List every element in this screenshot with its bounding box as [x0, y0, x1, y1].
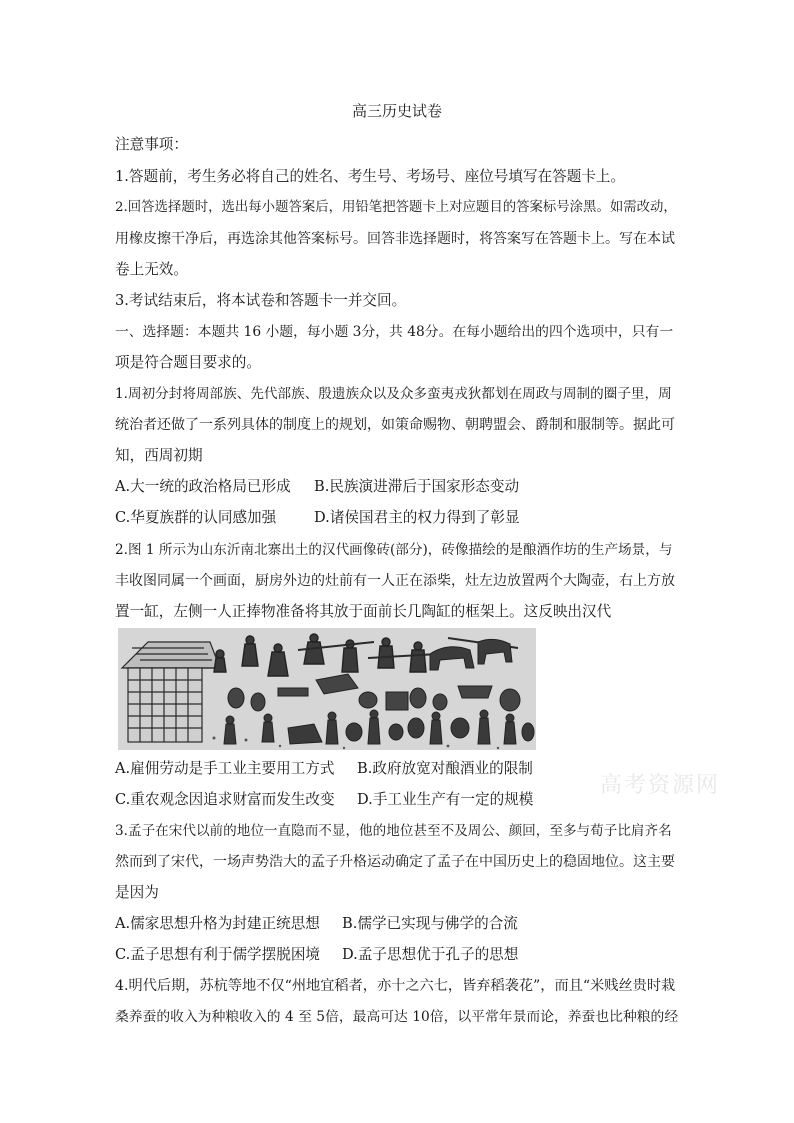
note-3: 3.考试结束后，将本试卷和答题卡一并交回。	[115, 292, 407, 309]
q2-option-b: B.政府放宽对酿酒业的限制	[357, 760, 533, 777]
q3-option-d: D.孟子思想优于孔子的思想	[342, 946, 519, 963]
q4-stem-line-1: 4.明代后期，苏杭等地不仅“州地宜稻者，亦十之六七，皆弃稻袭花”，而且“米贱丝贵时栽	[115, 978, 676, 994]
q1-stem-line-3: 知，西周初期	[115, 447, 203, 464]
q2-stem-line-1: 2.图 1 所示为山东沂南北寨出土的汉代画像砖(部分)，砖像描绘的是酿酒作坊的生产场景，与	[115, 542, 673, 558]
q2-stem-line-3: 置一缸，左侧一人正捧物准备将其放于面前长几陶缸的框架上。这反映出汉代	[115, 603, 612, 620]
q3-stem-line-2: 然而到了宋代，一场声势浩大的孟子升格运动确定了孟子在中国历史上的稳固地位。这主要	[115, 854, 675, 870]
q1-stem-line-2: 统治者还做了一系列具体的制度上的规划，如策命赐物、朝聘盟会、爵制和服制等。据此可	[115, 417, 675, 433]
q2-stem-line-2: 丰收图同属一个画面，厨房外边的灶前有一人正在添柴，灶左边放置两个大陶壶，右上方放	[115, 573, 675, 589]
section-heading-line-1: 一、选择题：本题共 16 小题，每小题 3分，共 48分。在每小题给出的四个选项中，只有一	[115, 324, 674, 340]
q2-option-c: C.重农观念因追求财富而发生改变	[115, 791, 335, 808]
q3-option-c: C.孟子思想有利于儒学摆脱困境	[115, 946, 321, 963]
q1-stem-line-1: 1.周初分封将周部族、先代部族、殷遗族众以及众多蛮夷戎狄都划在周政与周制的圈子里，周	[115, 386, 672, 402]
q2-option-d: D.手工业生产有一定的规模	[357, 791, 534, 808]
q3-option-b: B.儒学已实现与佛学的合流	[342, 915, 518, 932]
section-heading-line-2: 项是符合题目要求的。	[115, 354, 261, 371]
note-2-line-2: 用橡皮擦干净后，再选涂其他答案标号。回答非选择题时，将答案写在答题卡上。写在本试	[115, 231, 675, 247]
q4-stem-line-2: 桑养蚕的收入为种粮收入的 4 至 5倍，最高可达 10倍，以平常年景而论，养蚕也比种粮的经	[115, 1009, 679, 1025]
han-brick-relief-figure	[118, 628, 536, 750]
note-2-line-1: 2.回答选择题时，选出每小题答案后，用铅笔把答题卡上对应题目的答案标号涂黑。如需改动，	[115, 200, 677, 215]
notice-heading: 注意事项：	[115, 136, 188, 153]
q2-option-a: A.雇佣劳动是手工业主要用工方式	[115, 760, 335, 777]
q3-stem-line-1: 3.孟子在宋代以前的地位一直隐而不显，他的地位甚至不及周公、颜回，至多与荀子比肩齐名	[115, 823, 672, 839]
page-title: 高三历史试卷	[351, 102, 442, 120]
q1-option-a: A.大一统的政治格局已形成	[115, 478, 291, 495]
q3-option-a: A.儒家思想升格为封建正统思想	[115, 915, 320, 932]
q3-stem-line-3: 是因为	[115, 884, 159, 901]
watermark-text: 高考资源网	[600, 773, 721, 798]
note-1: 1.答题前，考生务必将自己的姓名、考生号、考场号、座位号填写在答题卡上。	[115, 168, 626, 185]
q1-option-b: B.民族演进滞后于国家形态变动	[314, 478, 520, 495]
q1-option-c: C.华夏族群的认同感加强	[115, 509, 277, 526]
note-2-line-3: 卷上无效。	[115, 261, 188, 278]
q1-option-d: D.诸侯国君主的权力得到了彰显	[314, 509, 520, 526]
